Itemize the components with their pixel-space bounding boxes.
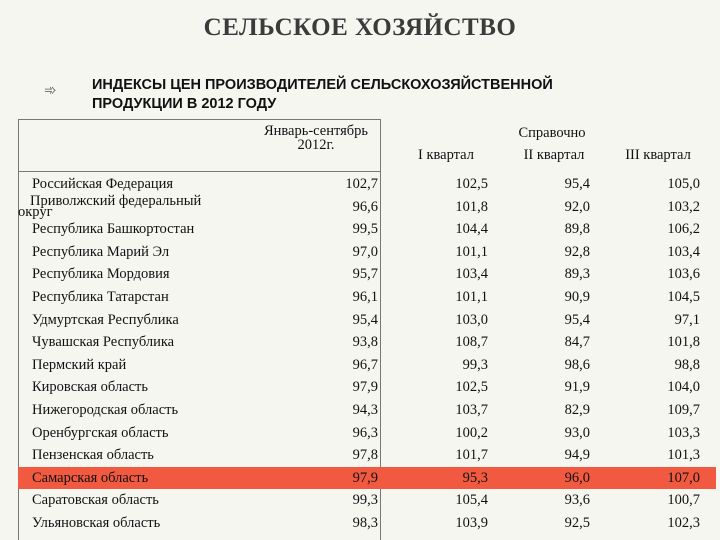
value-cell: 103,6	[667, 266, 700, 283]
region-name: Пермский край	[32, 356, 127, 373]
value-cell: 95,4	[564, 311, 590, 328]
region-name: Республика Татарстан	[32, 289, 169, 305]
value-cell: 84,7	[564, 334, 590, 351]
header-q1: I квартал	[418, 147, 474, 163]
region-name: Пензенская область	[32, 447, 154, 464]
region-name: Республика Башкортостан	[32, 221, 195, 238]
value-cell: 101,1	[455, 289, 488, 305]
value-cell: 101,3	[667, 447, 700, 464]
region-name: Саратовская область	[32, 492, 159, 509]
table-row	[18, 354, 716, 377]
table-row	[18, 489, 716, 512]
value-cell: 82,9	[564, 402, 590, 418]
header-reference: Справочно	[518, 125, 586, 141]
header-period-line-1: Январь-сентябрь	[263, 123, 369, 139]
value-cell: 109,7	[667, 402, 700, 418]
header-q3: III квартал	[625, 147, 691, 163]
value-cell: 93,0	[564, 424, 590, 441]
value-cell: 100,7	[667, 492, 700, 509]
value-cell: 96,6	[352, 198, 378, 215]
value-cell: 97,9	[352, 379, 378, 396]
value-cell: 97,1	[674, 311, 700, 328]
value-cell: 96,1	[352, 289, 378, 305]
table-row	[18, 399, 716, 422]
value-cell: 99,3	[352, 492, 378, 509]
value-cell: 105,0	[667, 176, 700, 192]
table-top-border	[18, 119, 380, 120]
value-cell: 104,0	[667, 379, 700, 396]
value-cell: 102,3	[667, 515, 700, 531]
value-cell: 97,9	[352, 469, 378, 486]
value-cell: 98,8	[674, 356, 700, 373]
header-period-line-2: 2012г.	[297, 137, 335, 153]
value-cell: 103,0	[455, 311, 488, 328]
table-row	[18, 263, 716, 286]
subtitle	[92, 76, 553, 114]
value-cell: 97,0	[352, 243, 378, 260]
value-cell: 101,8	[667, 334, 700, 351]
value-cell: 94,9	[564, 447, 590, 464]
value-cell: 99,3	[462, 356, 488, 373]
value-cell: 101,8	[455, 198, 488, 215]
table-row	[18, 241, 716, 264]
value-cell: 98,6	[564, 356, 590, 373]
value-cell: 101,1	[455, 243, 488, 260]
region-name: Российская Федерация	[32, 176, 174, 192]
value-cell: 89,3	[564, 266, 590, 283]
value-cell: 96,0	[564, 469, 590, 486]
region-name: Республика Мордовия	[32, 266, 170, 283]
value-cell: 92,8	[564, 243, 590, 260]
region-name-line-2: округ	[18, 203, 53, 220]
value-cell: 92,5	[564, 515, 590, 531]
bullet-arrow-icon: ➾	[44, 83, 57, 99]
value-cell: 95,7	[352, 266, 378, 283]
table-row	[18, 218, 716, 241]
value-cell: 104,5	[667, 289, 700, 305]
value-cell: 99,5	[352, 221, 378, 238]
value-cell: 93,8	[352, 334, 378, 351]
region-name-line-1: Приволжский федеральный	[30, 192, 202, 209]
value-cell: 95,4	[564, 176, 590, 192]
region-name: Кировская область	[32, 379, 149, 396]
value-cell: 100,2	[455, 424, 488, 441]
value-cell: 102,7	[345, 176, 378, 192]
value-cell: 103,9	[455, 515, 488, 531]
value-cell: 93,6	[564, 492, 590, 509]
table-row	[18, 331, 716, 354]
region-name: Оренбургская область	[32, 424, 169, 441]
value-cell: 97,8	[352, 447, 378, 464]
value-cell: 101,7	[455, 447, 488, 464]
region-name: Республика Марий Эл	[32, 243, 170, 260]
subtitle-line-1: ИНДЕКСЫ ЦЕН ПРОИЗВОДИТЕЛЕЙ СЕЛЬСКОХОЗЯЙСТВЕННОЙ	[92, 77, 553, 93]
value-cell: 90,9	[564, 289, 590, 305]
value-cell: 103,3	[667, 424, 700, 441]
value-cell: 96,3	[352, 424, 378, 441]
value-cell: 95,3	[462, 469, 488, 486]
region-name: Ульяновская область	[32, 515, 161, 531]
value-cell: 95,4	[352, 311, 378, 328]
header-period	[252, 124, 380, 152]
table-header-divider	[18, 171, 380, 172]
table-row	[18, 286, 716, 309]
value-cell: 106,2	[667, 221, 700, 238]
subtitle-line-2: ПРОДУКЦИИ В 2012 ГОДУ	[92, 96, 277, 112]
region-name: Нижегородская область	[32, 402, 179, 418]
value-cell: 92,0	[564, 198, 590, 215]
table-row	[18, 422, 716, 445]
value-cell: 107,0	[667, 469, 700, 486]
value-cell: 105,4	[455, 492, 488, 509]
value-cell: 91,9	[564, 379, 590, 396]
table-row	[18, 192, 716, 220]
price-index-table	[18, 119, 716, 540]
region-name: Чувашская Республика	[32, 334, 175, 351]
region-name	[18, 192, 202, 220]
table-row	[18, 467, 716, 490]
table-row	[18, 376, 716, 399]
value-cell: 89,8	[564, 221, 590, 238]
value-cell: 103,4	[455, 266, 488, 283]
value-cell: 103,4	[667, 243, 700, 260]
region-name: Самарская область	[32, 469, 149, 486]
region-name: Удмуртская Республика	[32, 311, 179, 328]
table-row	[18, 512, 716, 535]
table-row	[18, 444, 716, 467]
value-cell: 94,3	[352, 402, 378, 418]
value-cell: 102,5	[455, 176, 488, 192]
value-cell: 103,7	[455, 402, 488, 418]
table-row	[18, 309, 716, 332]
page-title: СЕЛЬСКОЕ ХОЗЯЙСТВО	[203, 14, 517, 41]
header-q2: II квартал	[523, 147, 585, 163]
value-cell: 98,3	[352, 515, 378, 531]
value-cell: 104,4	[455, 221, 488, 238]
value-cell: 102,5	[455, 379, 488, 396]
value-cell: 103,2	[667, 198, 700, 215]
value-cell: 108,7	[455, 334, 488, 351]
value-cell: 96,7	[352, 356, 378, 373]
